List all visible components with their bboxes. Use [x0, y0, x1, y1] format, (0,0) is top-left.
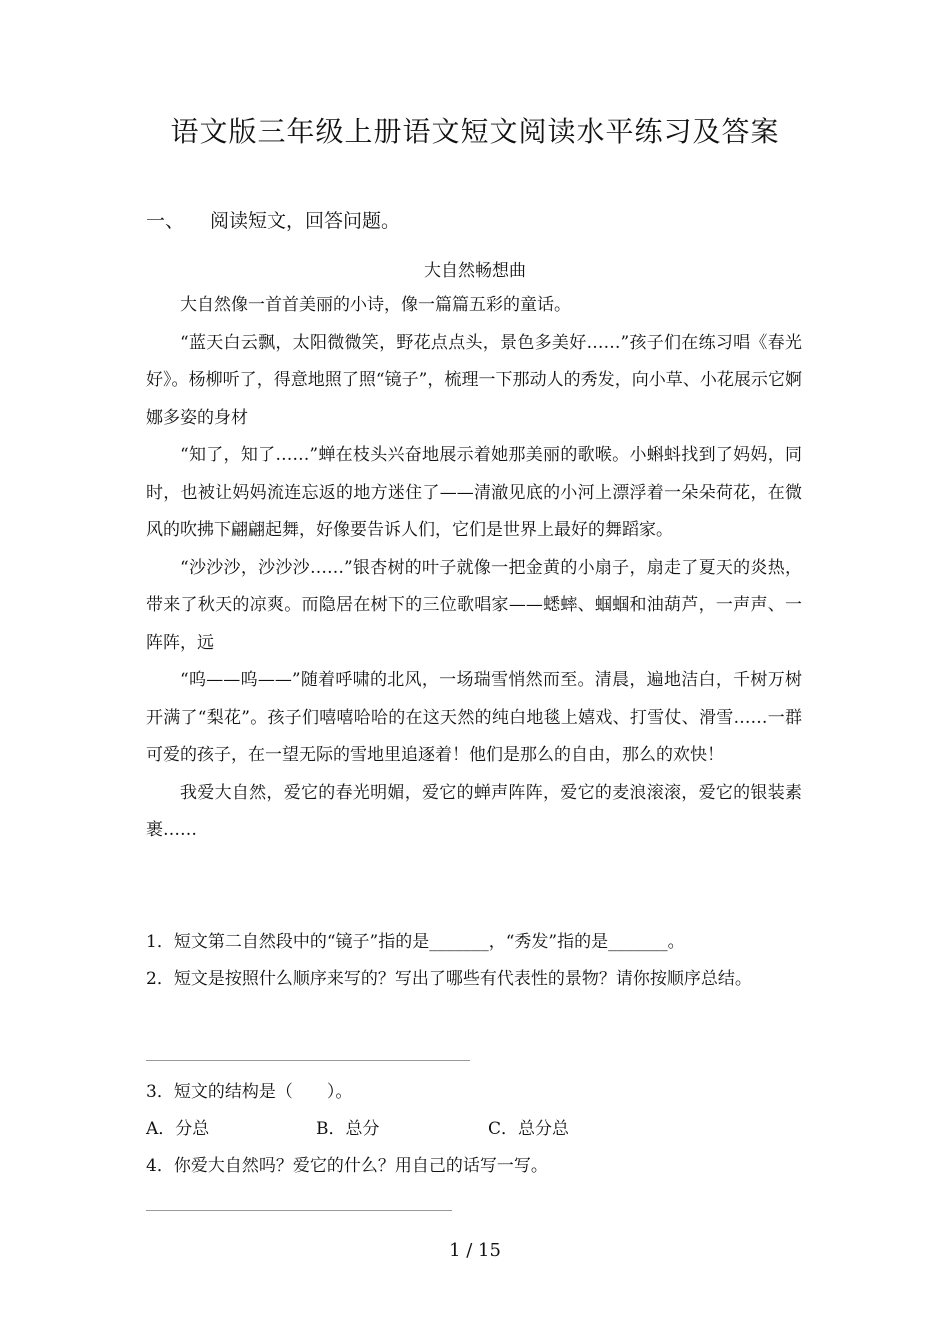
page-number: 1 / 15	[449, 1240, 501, 1261]
answer-line-q4[interactable]	[146, 1210, 452, 1211]
story-paragraph: 我爱大自然，爱它的春光明媚，爱它的蝉声阵阵，爱它的麦浪滚滚，爱它的银装素裹……	[146, 782, 802, 840]
section-number: 一、	[146, 210, 185, 232]
story-paragraph: “呜——呜——”随着呼啸的北风，一场瑞雪悄然而至。清晨，遍地洁白，千树万树开满了“梨花”。孩子们嘻嘻哈哈的在这天然的纯白地毯上嬉戏、打雪仗、滑雪……一群可爱的孩子，在一望无际的雪地里追逐着！他们是那么的自由，那么的欢快！	[146, 670, 802, 765]
section-heading	[146, 206, 400, 233]
answer-line-q2[interactable]	[146, 1060, 470, 1061]
question-3: 3．短文的结构是（ ）。	[146, 1082, 353, 1102]
option-a[interactable]: A．分总	[146, 1119, 210, 1139]
question-1: 1．短文第二自然段中的“镜子”指的是_______，“秀发”指的是_______。	[146, 932, 685, 952]
story-paragraph: “知了，知了……”蝉在枝头兴奋地展示着她那美丽的歌喉。小蝌蚪找到了妈妈，同时，也被让妈妈流连忘返的地方迷住了——清澈见底的小河上漂浮着一朵朵荷花，在微风的吹拂下翩翩起舞，好像要告诉人们，它们是世界上最好的舞蹈家。	[146, 445, 802, 540]
section-label: 阅读短文，回答问题。	[210, 210, 401, 232]
question-4: 4．你爱大自然吗？爱它的什么？用自己的话写一写。	[146, 1156, 548, 1176]
story-title: 大自然畅想曲	[424, 261, 526, 281]
story-paragraph: “蓝天白云飘，太阳微微笑，野花点点头，景色多美好……”孩子们在练习唱《春光好》。杨柳听了，得意地照了照“镜子”，梳理一下那动人的秀发，向小草、小花展示它婀娜多姿的身材	[146, 332, 802, 428]
document-title: 语文版三年级上册语文短文阅读水平练习及答案	[170, 115, 780, 148]
option-b[interactable]: B．总分	[316, 1119, 380, 1139]
question-2: 2．短文是按照什么顺序来写的？写出了哪些有代表性的景物？请你按顺序总结。	[146, 969, 752, 989]
option-c[interactable]: C．总分总	[488, 1119, 570, 1139]
story-paragraph: 大自然像一首首美丽的小诗，像一篇篇五彩的童话。	[180, 295, 571, 315]
story-paragraph: “沙沙沙，沙沙沙……”银杏树的叶子就像一把金黄的小扇子，扇走了夏天的炎热，带来了秋天的凉爽。而隐居在树下的三位歌唱家——蟋蟀、蝈蝈和油葫芦，一声声、一阵阵，远	[146, 557, 802, 653]
story-body	[146, 287, 802, 850]
